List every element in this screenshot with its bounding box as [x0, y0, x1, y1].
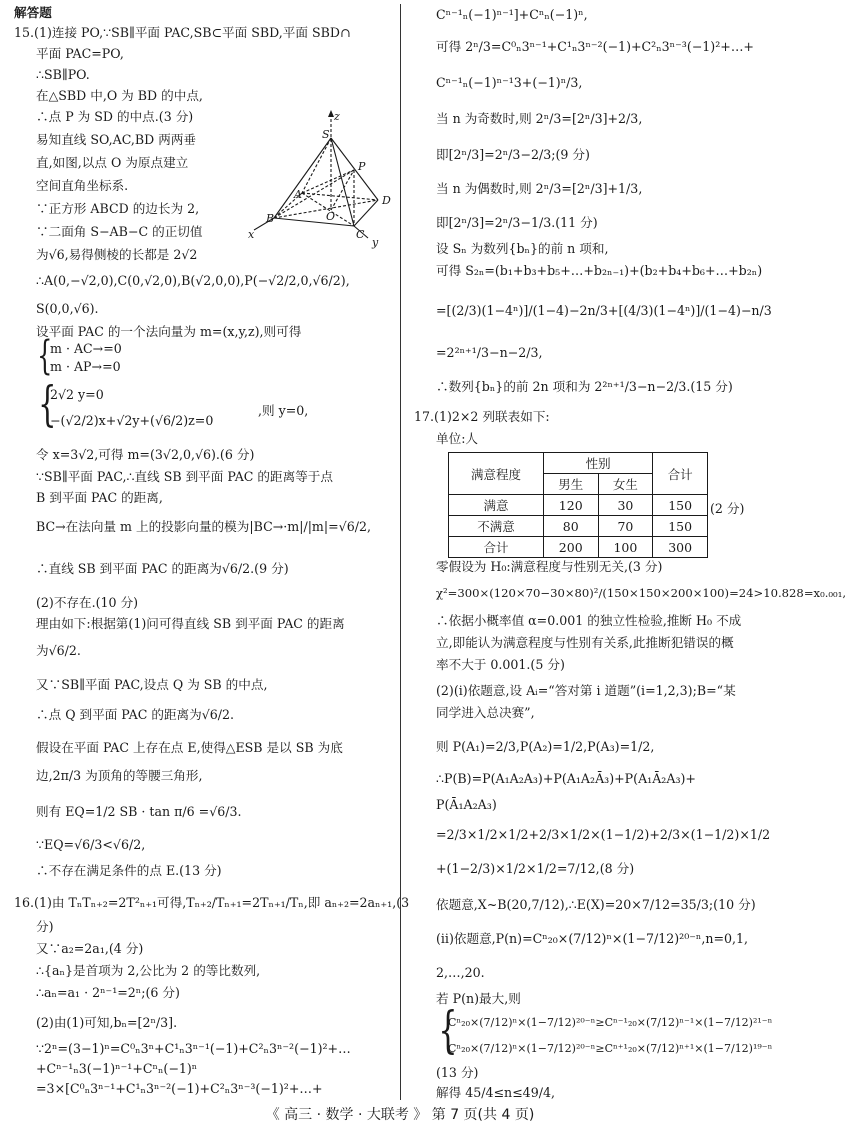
system-brace: { — [38, 376, 57, 432]
p17-line: ∴依据小概率值 α=0.001 的独立性检验,推断 H₀ 不成 — [436, 613, 742, 628]
p17-line: 解得 45/4≤n≤49/4, — [436, 1085, 555, 1100]
p17-line: ∴P(B)=P(A₁A₂A₃)+P(A₁A₂Ā₃)+P(A₁Ā₂A₃)+ — [436, 771, 696, 786]
p15-line: (2)不存在.(10 分) — [36, 595, 139, 610]
system-eq: −(√2/2)x+√2y+(√6/2)z=0 — [50, 413, 214, 428]
p16-line: 可得 S₂ₙ=(b₁+b₃+b₅+…+b₂ₙ₋₁)+(b₂+b₄+b₆+…+b₂ₙ) — [436, 263, 763, 278]
p16-line: 可得 2ⁿ/3=C⁰ₙ3ⁿ⁻¹+C¹ₙ3ⁿ⁻²(−1)+C²ₙ3ⁿ⁻³(−1)²+…+ — [436, 39, 754, 54]
vertex-p-label: P — [358, 160, 366, 173]
p16-line: Cⁿ⁻¹ₙ(−1)ⁿ⁻¹]+Cⁿₙ(−1)ⁿ, — [436, 7, 588, 22]
table-score: (2 分) — [710, 501, 745, 516]
vertex-s-label: S — [322, 128, 330, 141]
table-cell: 不满意 — [449, 516, 544, 537]
p15-line: B 到平面 PAC 的距离, — [36, 490, 163, 505]
p16-line: 16.(1)由 TₙTₙ₊₂=2T²ₙ₊₁可得,Tₙ₊₂/Tₙ₊₁=2Tₙ₊₁/Tₙ,即 aₙ₊₂=2aₙ₊₁,(3 — [14, 895, 410, 910]
p17-line: (2)(ⅰ)依题意,设 Aᵢ=“答对第 i 道题”(i=1,2,3);B=“某 — [436, 683, 736, 698]
table-cell: 150 — [653, 495, 708, 516]
p17-line: (ⅱ)依题意,P(n)=Cⁿ₂₀×(7/12)ⁿ×(1−7/12)²⁰⁻ⁿ,n=0,1, — [436, 931, 749, 946]
section-title: 解答题 — [14, 5, 52, 20]
p15-line: 令 x=3√2,可得 m=(3√2,0,√6).(6 分) — [36, 447, 255, 462]
system-eq: Cⁿ₂₀×(7/12)ⁿ×(1−7/12)²⁰⁻ⁿ≥Cⁿ⁺¹₂₀×(7/12)ⁿ⁺¹×(1−7/12)¹⁹⁻ⁿ — [448, 1042, 773, 1055]
table-cell: 30 — [598, 495, 653, 516]
p15-line: 直,如图,以点 O 为原点建立 — [36, 155, 189, 170]
p16-line: ∴{aₙ}是首项为 2,公比为 2 的等比数列, — [36, 963, 261, 978]
p16-line: Cⁿ⁻¹ₙ(−1)ⁿ⁻¹3+(−1)ⁿ/3, — [436, 75, 583, 90]
p16-line: 又∵a₂=2a₁,(4 分) — [36, 941, 144, 956]
p15-line: BC→在法向量 m 上的投影向量的模为|BC→·m|/|m|=√6/2, — [36, 519, 371, 534]
p17-line: 若 P(n)最大,则 — [436, 991, 521, 1006]
p15-line: ∵SB∥平面 PAC,∴直线 SB 到平面 PAC 的距离等于点 — [36, 469, 333, 484]
table-header: 男生 — [543, 474, 598, 495]
p15-line: 理由如下:根据第(1)问可得直线 SB 到平面 PAC 的距离 — [36, 616, 345, 631]
p16-line: 当 n 为偶数时,则 2ⁿ/3=[2ⁿ/3]+1/3, — [436, 181, 643, 196]
p15-line: S(0,0,√6). — [36, 301, 99, 316]
system-eq: Cⁿ₂₀×(7/12)ⁿ×(1−7/12)²⁰⁻ⁿ≥Cⁿ⁻¹₂₀×(7/12)ⁿ⁻¹×(1−7/12)²¹⁻ⁿ — [448, 1016, 773, 1029]
table-cell: 70 — [598, 516, 653, 537]
p15-line: ∴SB∥PO. — [36, 67, 90, 82]
vertex-o-label: O — [326, 210, 336, 223]
p17-line: 同学进入总决赛”, — [436, 705, 535, 720]
p17-line: 依题意,X~B(20,7/12),∴E(X)=20×7/12=35/3;(10 分) — [436, 897, 756, 912]
p16-line: (2)由(1)可知,bₙ=[2ⁿ/3]. — [36, 1015, 178, 1030]
p16-line: 当 n 为奇数时,则 2ⁿ/3=[2ⁿ/3]+2/3, — [436, 111, 643, 126]
p17-line: χ²=300×(120×70−30×80)²/(150×150×200×100)=24>10.828=x₀.₀₀₁, — [436, 586, 846, 600]
vertex-d-label: D — [382, 194, 391, 207]
p15-line: 为√6/2. — [36, 643, 81, 658]
table-cell: 200 — [543, 537, 598, 558]
p17-line: 2,…,20. — [436, 965, 485, 980]
axis-x-label: x — [248, 228, 255, 241]
p15-line: 边,2π/3 为顶角的等腰三角形, — [36, 768, 203, 783]
table-cell: 300 — [653, 537, 708, 558]
p15-line: 在△SBD 中,O 为 BD 的中点, — [36, 88, 203, 103]
vertex-c-label: C — [356, 228, 365, 241]
system-brace: { — [438, 1001, 458, 1059]
p15-line: ∵EQ=√6/3<√6/2, — [36, 837, 146, 852]
p16-line: 即[2ⁿ/3]=2ⁿ/3−2/3;(9 分) — [436, 147, 590, 162]
p15-line: 为√6,易得侧棱的长都是 2√2 — [36, 247, 198, 262]
p17-line: P(Ā₁A₂A₃) — [436, 797, 497, 812]
p16-line: ∴aₙ=a₁ · 2ⁿ⁻¹=2ⁿ;(6 分) — [36, 985, 180, 1000]
p16-line: +Cⁿ⁻¹ₙ3(−1)ⁿ⁻¹+Cⁿₙ(−1)ⁿ — [36, 1061, 198, 1076]
page-footer: 《 高三 · 数学 · 大联考 》 第 7 页(共 4 页) — [265, 1107, 535, 1123]
table-header: 性别 — [543, 453, 652, 474]
p17-line: (13 分) — [436, 1065, 479, 1080]
axis-z-label: z — [334, 110, 340, 123]
system-note: ,则 y=0, — [258, 403, 309, 418]
p17-line: 率不大于 0.001.(5 分) — [436, 657, 565, 672]
table-cell: 合计 — [449, 537, 544, 558]
contingency-table — [448, 452, 708, 558]
system-eq: m · AP→=0 — [50, 359, 121, 374]
p15-line: 则有 EQ=1/2 SB · tan π/6 =√6/3. — [36, 804, 242, 819]
p16-line: 分) — [36, 919, 54, 934]
table-cell: 80 — [543, 516, 598, 537]
table-cell: 120 — [543, 495, 598, 516]
p15-line: ∴点 P 为 SD 的中点.(3 分) — [36, 109, 194, 124]
p16-line: =2²ⁿ⁺¹/3−n−2/3, — [436, 345, 543, 360]
p17-line: 立,即能认为满意程度与性别有关系,此推断犯错误的概 — [436, 635, 734, 650]
p16-line: ∵2ⁿ=(3−1)ⁿ=C⁰ₙ3ⁿ+C¹ₙ3ⁿ⁻¹(−1)+C²ₙ3ⁿ⁻²(−1)²+… — [36, 1041, 351, 1056]
table-cell: 100 — [598, 537, 653, 558]
p15-line: 15.(1)连接 PO,∵SB∥平面 PAC,SB⊂平面 SBD,平面 SBD∩ — [14, 25, 351, 40]
system-brace: { — [37, 333, 53, 379]
table-unit: 单位:人 — [436, 431, 479, 446]
p17-line: 零假设为 H₀:满意程度与性别无关,(3 分) — [436, 559, 663, 574]
p17-line: 则 P(A₁)=2/3,P(A₂)=1/2,P(A₃)=1/2, — [436, 739, 655, 754]
p15-line: ∴直线 SB 到平面 PAC 的距离为√6/2.(9 分) — [36, 561, 289, 576]
table-header: 满意程度 — [449, 453, 544, 495]
p15-line: 平面 PAC=PO, — [36, 46, 124, 61]
table-header: 女生 — [598, 474, 653, 495]
p15-line: 又∵SB∥平面 PAC,设点 Q 为 SB 的中点, — [36, 677, 268, 692]
vertex-a-label: A — [294, 188, 302, 201]
p17-line: 17.(1)2×2 列联表如下: — [414, 409, 550, 424]
p16-line: =3×[C⁰ₙ3ⁿ⁻¹+C¹ₙ3ⁿ⁻²(−1)+C²ₙ3ⁿ⁻³(−1)²+…+ — [36, 1081, 323, 1096]
table-cell: 150 — [653, 516, 708, 537]
p16-line: ∴数列{bₙ}的前 2n 项和为 2²ⁿ⁺¹/3−n−2/3.(15 分) — [436, 379, 733, 394]
p15-line: ∵二面角 S−AB−C 的正切值 — [36, 224, 203, 239]
p16-line: 设 Sₙ 为数列{bₙ}的前 n 项和, — [436, 241, 609, 256]
p15-line: 空间直角坐标系. — [36, 178, 129, 193]
p16-line: =[(2/3)(1−4ⁿ)]/(1−4)−2n/3+[(4/3)(1−4ⁿ)]/(1−4)−n/3 — [436, 303, 772, 318]
p15-line: 易知直线 SO,AC,BD 两两垂 — [36, 132, 197, 147]
p16-line: 即[2ⁿ/3]=2ⁿ/3−1/3.(11 分) — [436, 215, 598, 230]
vertex-b-label: B — [266, 212, 275, 225]
table-row — [449, 537, 708, 558]
p15-line: ∵正方形 ABCD 的边长为 2, — [36, 201, 200, 216]
p15-line: ∴点 Q 到平面 PAC 的距离为√6/2. — [36, 707, 235, 722]
table-header: 合计 — [653, 453, 708, 495]
p17-line: +(1−2/3)×1/2×1/2=7/12,(8 分) — [436, 861, 635, 876]
p15-line: ∴A(0,−√2,0),C(0,√2,0),B(√2,0,0),P(−√2/2,0,√6/2), — [36, 273, 350, 288]
p15-line: ∴不存在满足条件的点 E.(13 分) — [36, 863, 222, 878]
pyramid-figure — [236, 108, 391, 249]
column-divider — [400, 4, 401, 1100]
p15-line: 设平面 PAC 的一个法向量为 m=(x,y,z),则可得 — [36, 324, 302, 339]
table-row — [449, 495, 708, 516]
axis-y-label: y — [372, 236, 379, 249]
p17-line: =2/3×1/2×1/2+2/3×1/2×(1−1/2)+2/3×(1−1/2)×1/2 — [436, 827, 771, 842]
p15-line: 假设在平面 PAC 上存在点 E,使得△ESB 是以 SB 为底 — [36, 740, 343, 755]
table-cell: 满意 — [449, 495, 544, 516]
table-row — [449, 516, 708, 537]
system-eq: m · AC→=0 — [50, 341, 122, 356]
system-eq: 2√2 y=0 — [50, 387, 104, 402]
